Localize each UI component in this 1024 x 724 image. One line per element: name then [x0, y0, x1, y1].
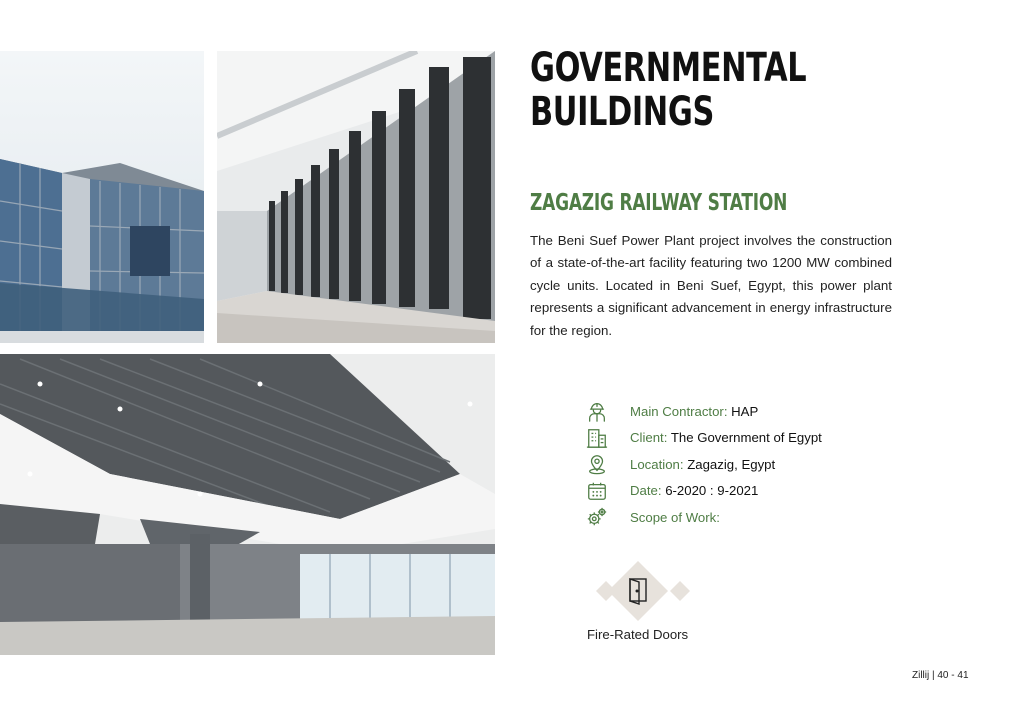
building-icon: [586, 427, 608, 449]
page-footer: Zillij | 40 - 41: [912, 670, 969, 681]
detail-label: Location:: [630, 456, 684, 472]
detail-value: Zagazig, Egypt: [687, 456, 776, 472]
project-name: ZAGAZIG RAILWAY STATION: [530, 190, 788, 216]
title-line-1: GOVERNMENTAL: [530, 45, 807, 91]
detail-value: The Government of Egypt: [670, 430, 822, 446]
calendar-icon: [586, 480, 608, 502]
project-description: The Beni Suef Power Plant project involves the construction of a state-of-the-art facility featuring two 1200 MW combined cycle units. Located in Beni Suef, Egypt, this power plant represents a significant advancement in energy infrastructure for the region.: [530, 233, 892, 338]
worker-icon: [586, 400, 608, 422]
detail-value: 6-2020 : 9-2021: [665, 483, 759, 499]
page-title: [530, 46, 806, 134]
detail-label: Client:: [630, 430, 668, 446]
scope-badge: [586, 560, 690, 622]
gears-icon: [586, 506, 608, 528]
detail-label: Main Contractor:: [630, 403, 728, 419]
detail-client: [586, 425, 886, 452]
photo-building-exterior: [0, 51, 204, 343]
detail-main-contractor: [586, 398, 886, 425]
detail-label: Date:: [630, 483, 662, 499]
detail-label: Scope of Work:: [630, 509, 720, 525]
detail-location: [586, 451, 886, 478]
detail-scope: [586, 504, 886, 531]
project-details: [586, 398, 886, 531]
photo-interior-hall: [0, 354, 495, 655]
detail-value: HAP: [731, 403, 759, 419]
title-line-2: BUILDINGS: [530, 89, 714, 135]
photo-interior-corridor: [217, 51, 495, 343]
location-pin-icon: [586, 453, 608, 475]
scope-item-label: Fire-Rated Doors: [587, 627, 689, 642]
detail-date: [586, 478, 886, 505]
